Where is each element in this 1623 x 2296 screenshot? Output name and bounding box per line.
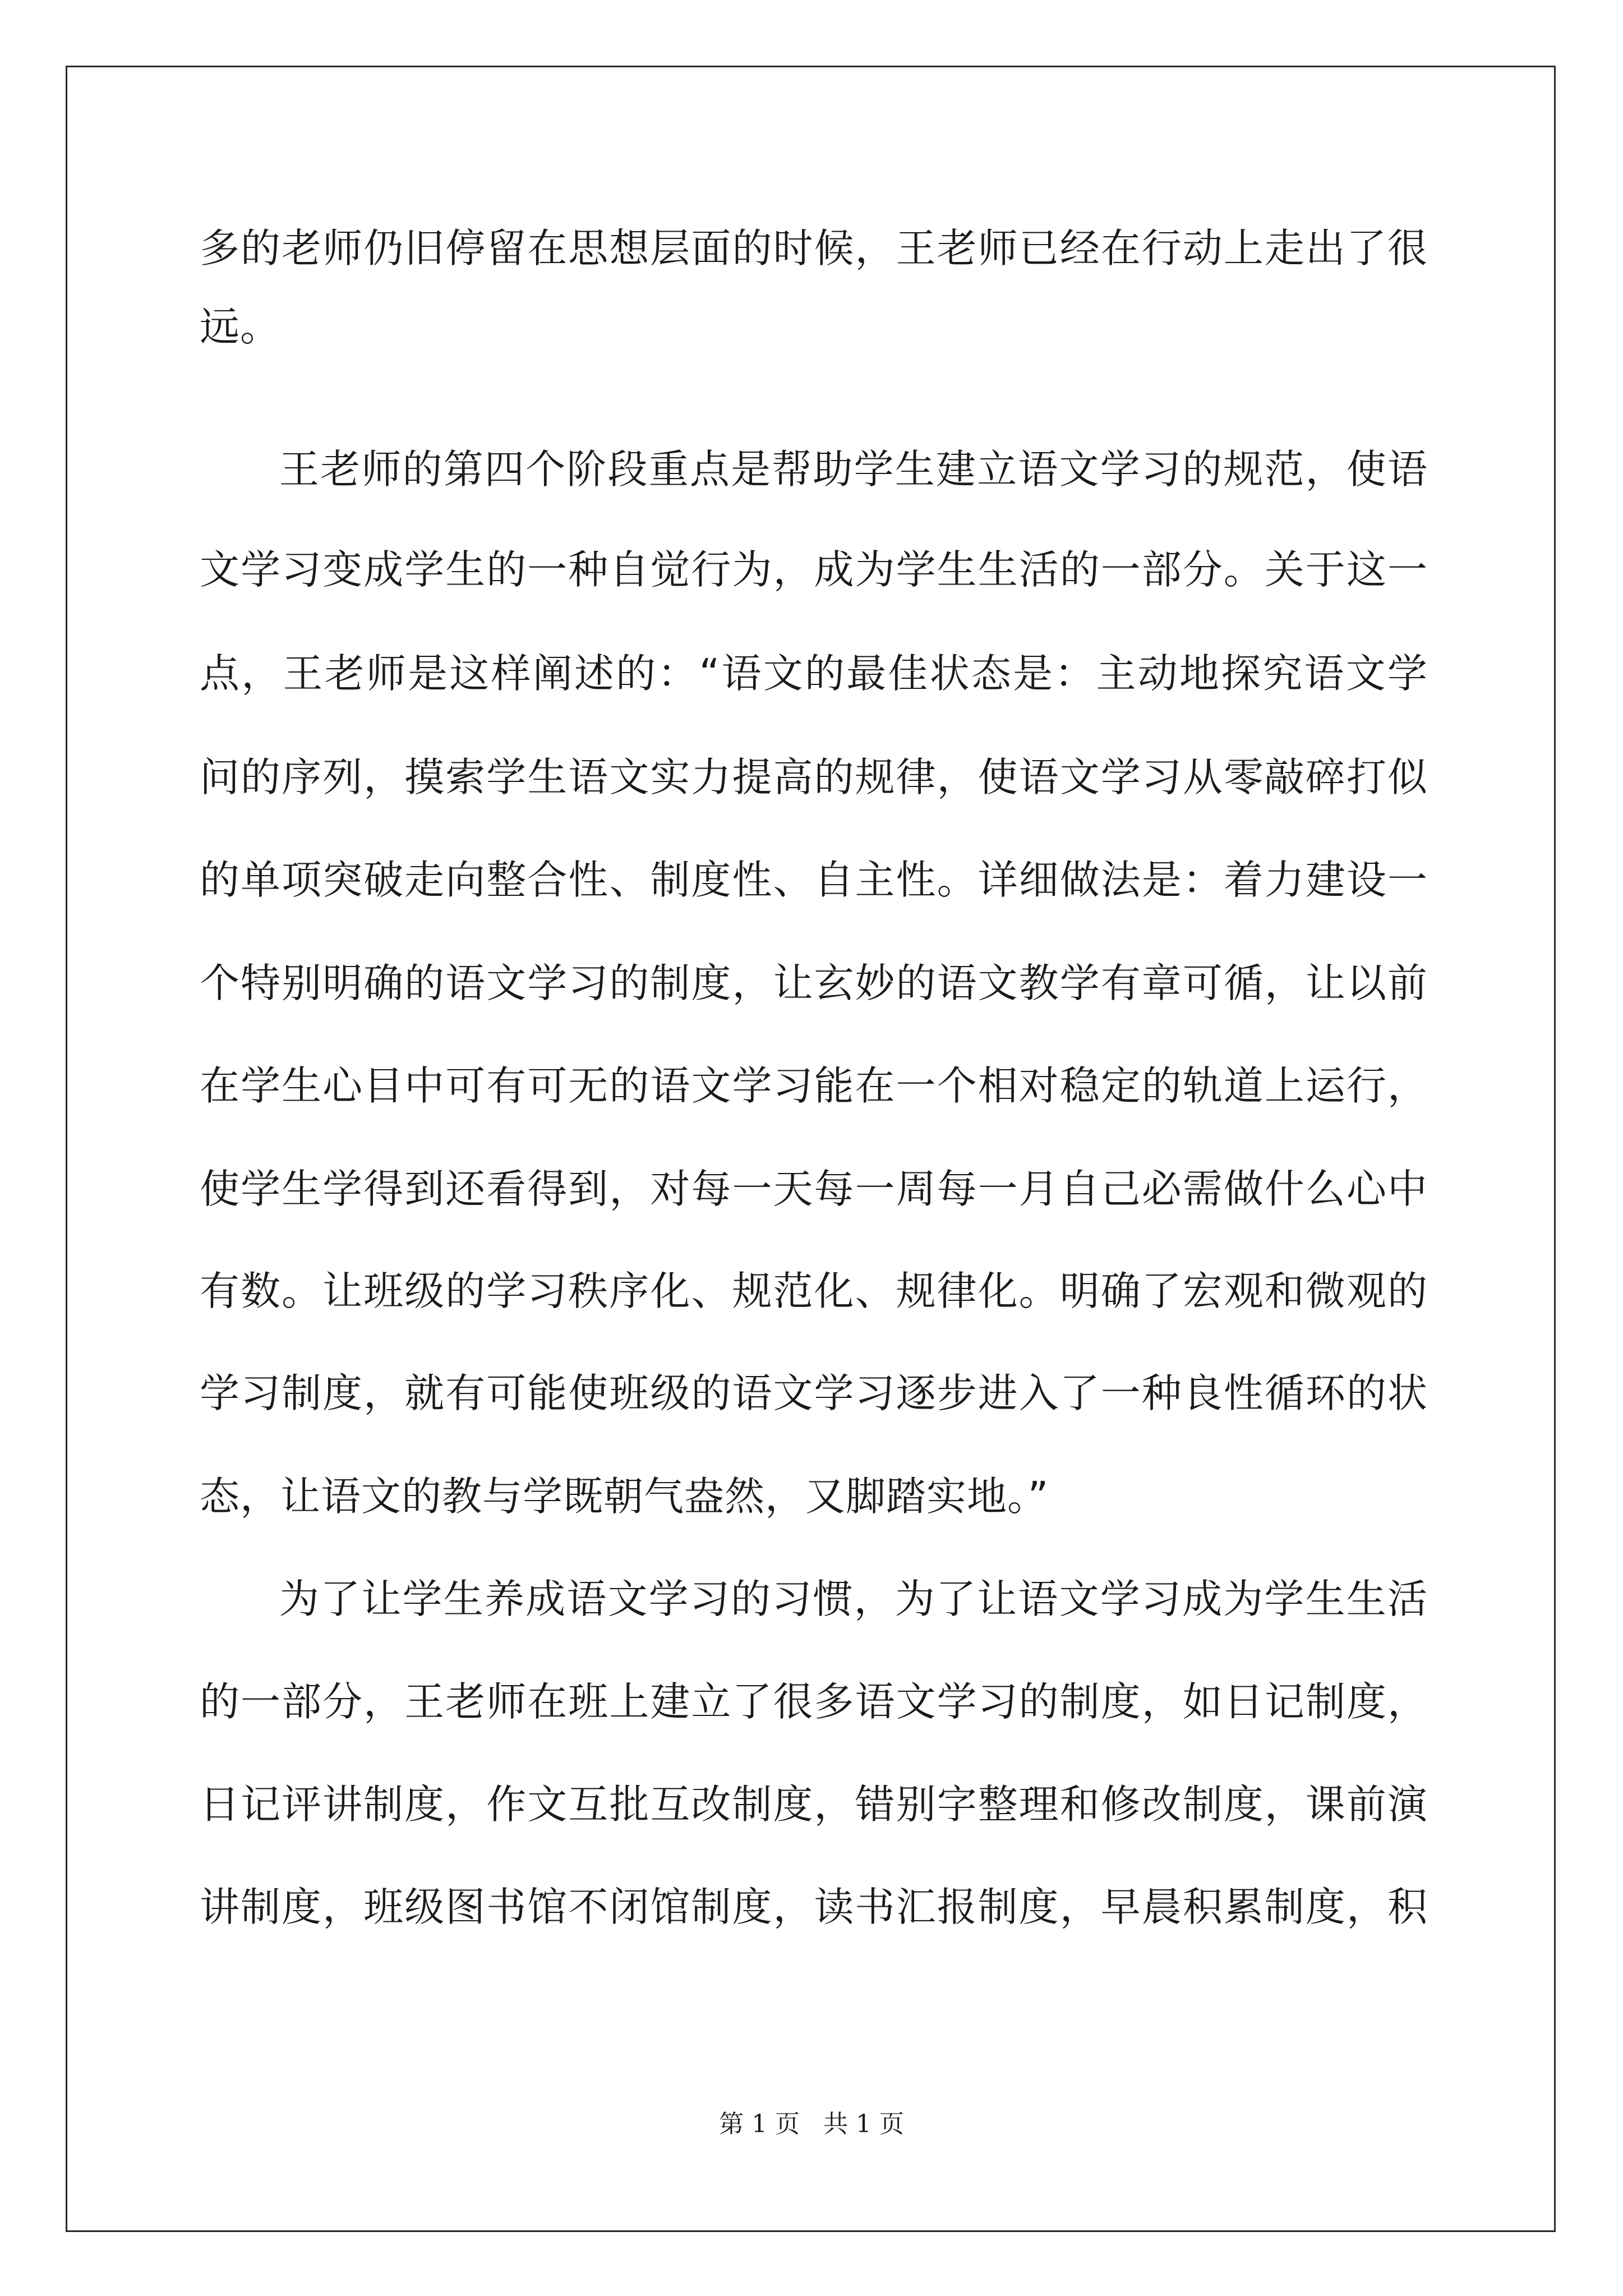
- text-line: 的单项突破走向整合性、制度性、自主性。详细做法是：着力建设一: [200, 857, 1428, 903]
- text-line: 学习制度，就有可能使班级的语文学习逐步进入了一种良性循环的状: [200, 1370, 1428, 1416]
- page-number-footer: 第 1 页 共 1 页: [719, 2110, 904, 2138]
- text-line: 的一部分，王老师在班上建立了很多语文学习的制度，如日记制度，: [200, 1678, 1428, 1725]
- text-line: 讲制度，班级图书馆不闭馆制度，读书汇报制度，早晨积累制度，积: [200, 1884, 1428, 1930]
- text-line: 个特别明确的语文学习的制度，让玄妙的语文教学有章可循，让以前: [200, 960, 1428, 1006]
- text-line: 远。: [200, 303, 281, 350]
- text-line: 点，王老师是这样阐述的：“语文的最佳状态是：主动地探究语文学: [200, 650, 1428, 697]
- text-line: 多的老师仍旧停留在思想层面的时候，王老师已经在行动上走出了很: [200, 225, 1428, 272]
- text-line: 问的序列，摸索学生语文实力提高的规律，使语文学习从零敲碎打似: [200, 754, 1428, 800]
- text-line: 在学生心目中可有可无的语文学习能在一个相对稳定的轨道上运行，: [200, 1062, 1428, 1109]
- text-line: 文学习变成学生的一种自觉行为，成为学生生活的一部分。关于这一: [200, 546, 1428, 593]
- text-line: 王老师的第四个阶段重点是帮助学生建立语文学习的规范，使语: [279, 446, 1428, 493]
- text-line: 态，让语文的教与学既朝气盎然，又脚踏实地。”: [200, 1473, 1049, 1520]
- text-line: 日记评讲制度，作文互批互改制度，错别字整理和修改制度，课前演: [200, 1781, 1428, 1828]
- text-line: 使学生学得到还看得到，对每一天每一周每一月自己必需做什么心中: [200, 1166, 1428, 1212]
- text-line: 有数。让班级的学习秩序化、规范化、规律化。明确了宏观和微观的: [200, 1268, 1428, 1314]
- text-line: 为了让学生养成语文学习的习惯，为了让语文学习成为学生生活: [279, 1576, 1428, 1622]
